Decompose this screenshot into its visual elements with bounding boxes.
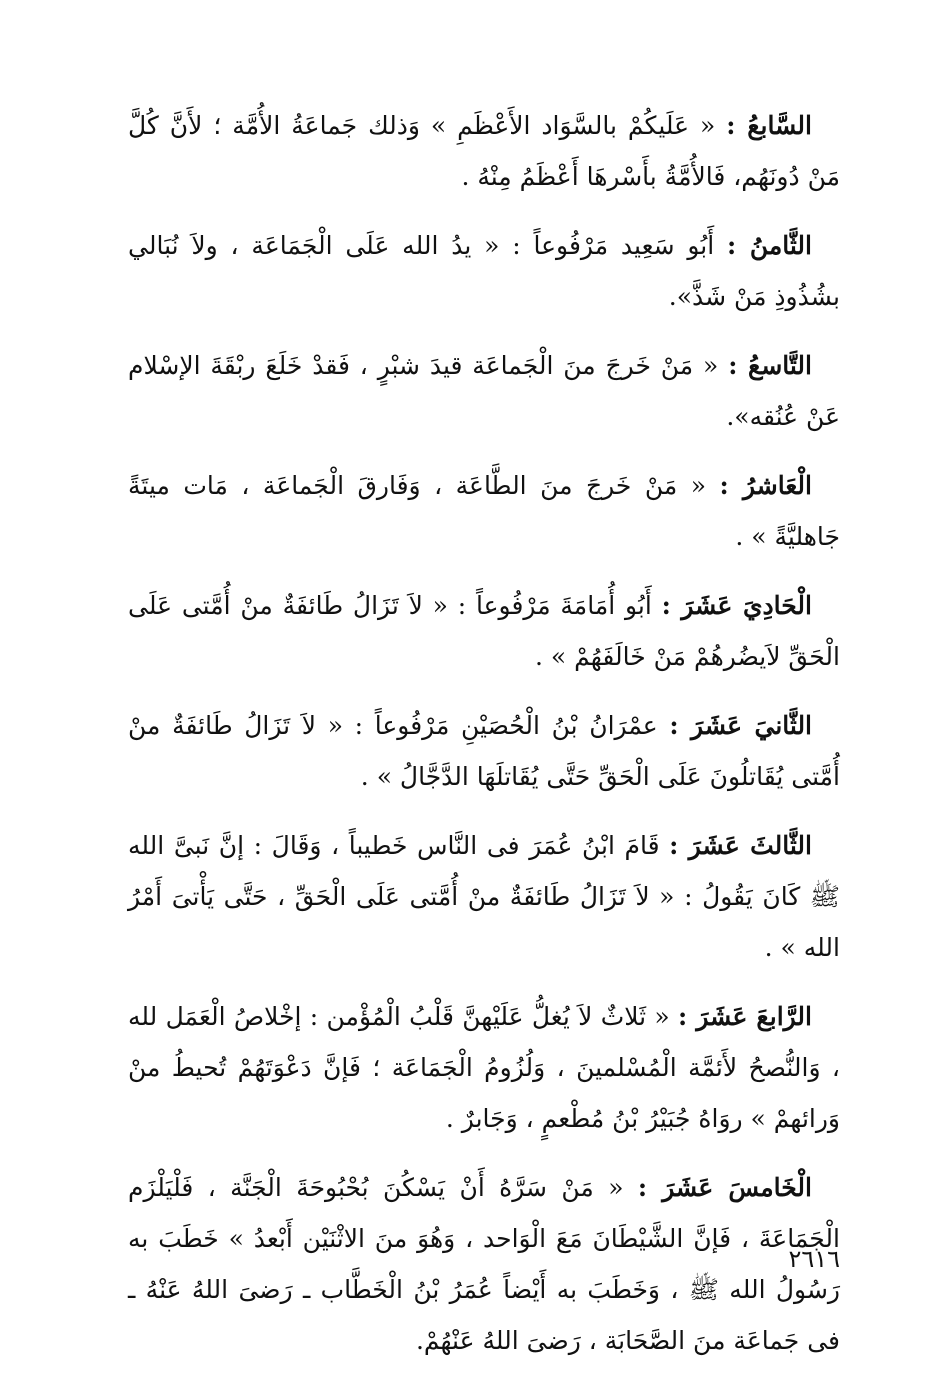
paragraph-15 (128, 1162, 840, 1366)
body-text (128, 100, 840, 1384)
paragraph-lead: التَّاسعُ : (728, 351, 812, 380)
paragraph-13 (128, 820, 840, 973)
paragraph-12 (128, 700, 840, 802)
paragraph-text: « عَلَيكُمْ بالسَّوَاد الأَعْظَمِ » وَذلك جَماعَةُ الأُمَّة ؛ لأَنَّ كُلَّ مَنْ دُونَهُم، فَالأُمَّةُ بأَسْرهَا أَعْظَمُ مِنْهُ . (128, 111, 840, 191)
paragraph-lead: السَّابعُ : (726, 111, 812, 140)
paragraph-8 (128, 220, 840, 322)
paragraph-lead: الثَّالثَ عَشَرَ : (669, 831, 812, 860)
paragraph-text: « مَنْ سَرَّهُ أَنْ يَسْكُنَ بُحْبُوحَةَ الْجَنَّة ، فَلْيَلْزَم الْجَمَاعَةَ ، فَإنَّ الشَّيْطَانَ مَعَ الْوَاحد ، وَهُوَ منَ الاثْنَيْن أَبْعدُ » خَطَبَ به رَسُولُ الله ﷺ ، وَخَطَبَ به أَيْضاً عُمَرُ بْنُ الْخَطَّاب ـ رَضىَ اللهُ عَنْهُ ـ فى جَماعَة منَ الصَّحَابَة ، رَضىَ اللهُ عَنْهُمْ. (128, 1173, 840, 1355)
paragraph-text: « مَنْ خَرجَ منَ الطَّاعَة ، وَفَارقَ الْجَماعَة ، مَات ميتَةً جَاهليَّةً » . (128, 471, 840, 551)
paragraph-text: عمْرَانُ بْنُ الْحُصَيْنِ مَرْفُوعاً : « لاَ تَزَالُ طَائفَةٌ منْ أُمَّتى يُقَاتلُونَ عَلَى الْحَقِّ حَتَّى يُقَاتلَهَا الدَّجَّالُ » . (128, 711, 840, 791)
paragraph-text: قَامَ ابْنُ عُمَرَ فى النَّاس خَطيباً ، وَقَالَ : إنَّ نَبىَّ الله ﷺ كَانَ يَقُولُ : « لاَ تَزَالُ طَائفَةٌ منْ أُمَّتى عَلَى الْحَقِّ ، حَتَّى يَأْتىَ أَمْرُ الله » . (128, 831, 840, 962)
paragraph-lead: الثَّانيَ عَشَرَ : (669, 711, 813, 740)
paragraph-lead: الرَّابعَ عَشَرَ : (678, 1002, 812, 1031)
paragraph-lead: الْحَادِيَ عَشَرَ : (661, 591, 812, 620)
paragraph-14 (128, 991, 840, 1144)
paragraph-9 (128, 340, 840, 442)
paragraph-lead: الْعَاشرُ : (719, 471, 812, 500)
paragraph-text: أَبُو سَعِيد مَرْفُوعاً : « يدُ الله عَلَى الْجَمَاعَة ، ولاَ نُبَالي بشُذُوذِ مَنْ شَذَّ». (128, 231, 840, 311)
paragraph-11 (128, 580, 840, 682)
paragraph-lead: الْخَامسَ عَشَرَ : (637, 1173, 812, 1202)
paragraph-lead: الثَّامنُ : (727, 231, 812, 260)
page-number: ٢٦١٦ (788, 1245, 840, 1273)
paragraph-text: أَبُو أُمَامَةَ مَرْفُوعاً : « لاَ تَزَالُ طَائفَةٌ منْ أُمَّتى عَلَى الْحَقِّ لاَيضُرهُمْ مَنْ خَالَفَهُمْ » . (128, 591, 840, 671)
paragraph-text: « ثَلاثٌ لاَ يُغلُّ عَلَيْهنَّ قَلْبُ الْمُؤْمن : إخْلاصُ الْعَمَل لله ، وَالنُّصحُ لأَئمَّة الْمُسْلمينَ ، وَلُزُومُ الْجَمَاعَة ؛ فَإنَّ دَعْوَتَهُمْ تُحيطُ منْ وَرائهمْ » روَاهُ جُبَيْرُ بْنُ مُطْعمٍ ، وَجَابرٌ . (128, 1002, 840, 1133)
paragraph-text: « مَنْ خَرجَ منَ الْجَماعَة قيدَ شبْرٍ ، فَقدْ خَلَعَ ربْقَةَ الإسْلام عَنْ عُنُقه». (128, 351, 840, 431)
paragraph-10 (128, 460, 840, 562)
paragraph-7 (128, 100, 840, 202)
